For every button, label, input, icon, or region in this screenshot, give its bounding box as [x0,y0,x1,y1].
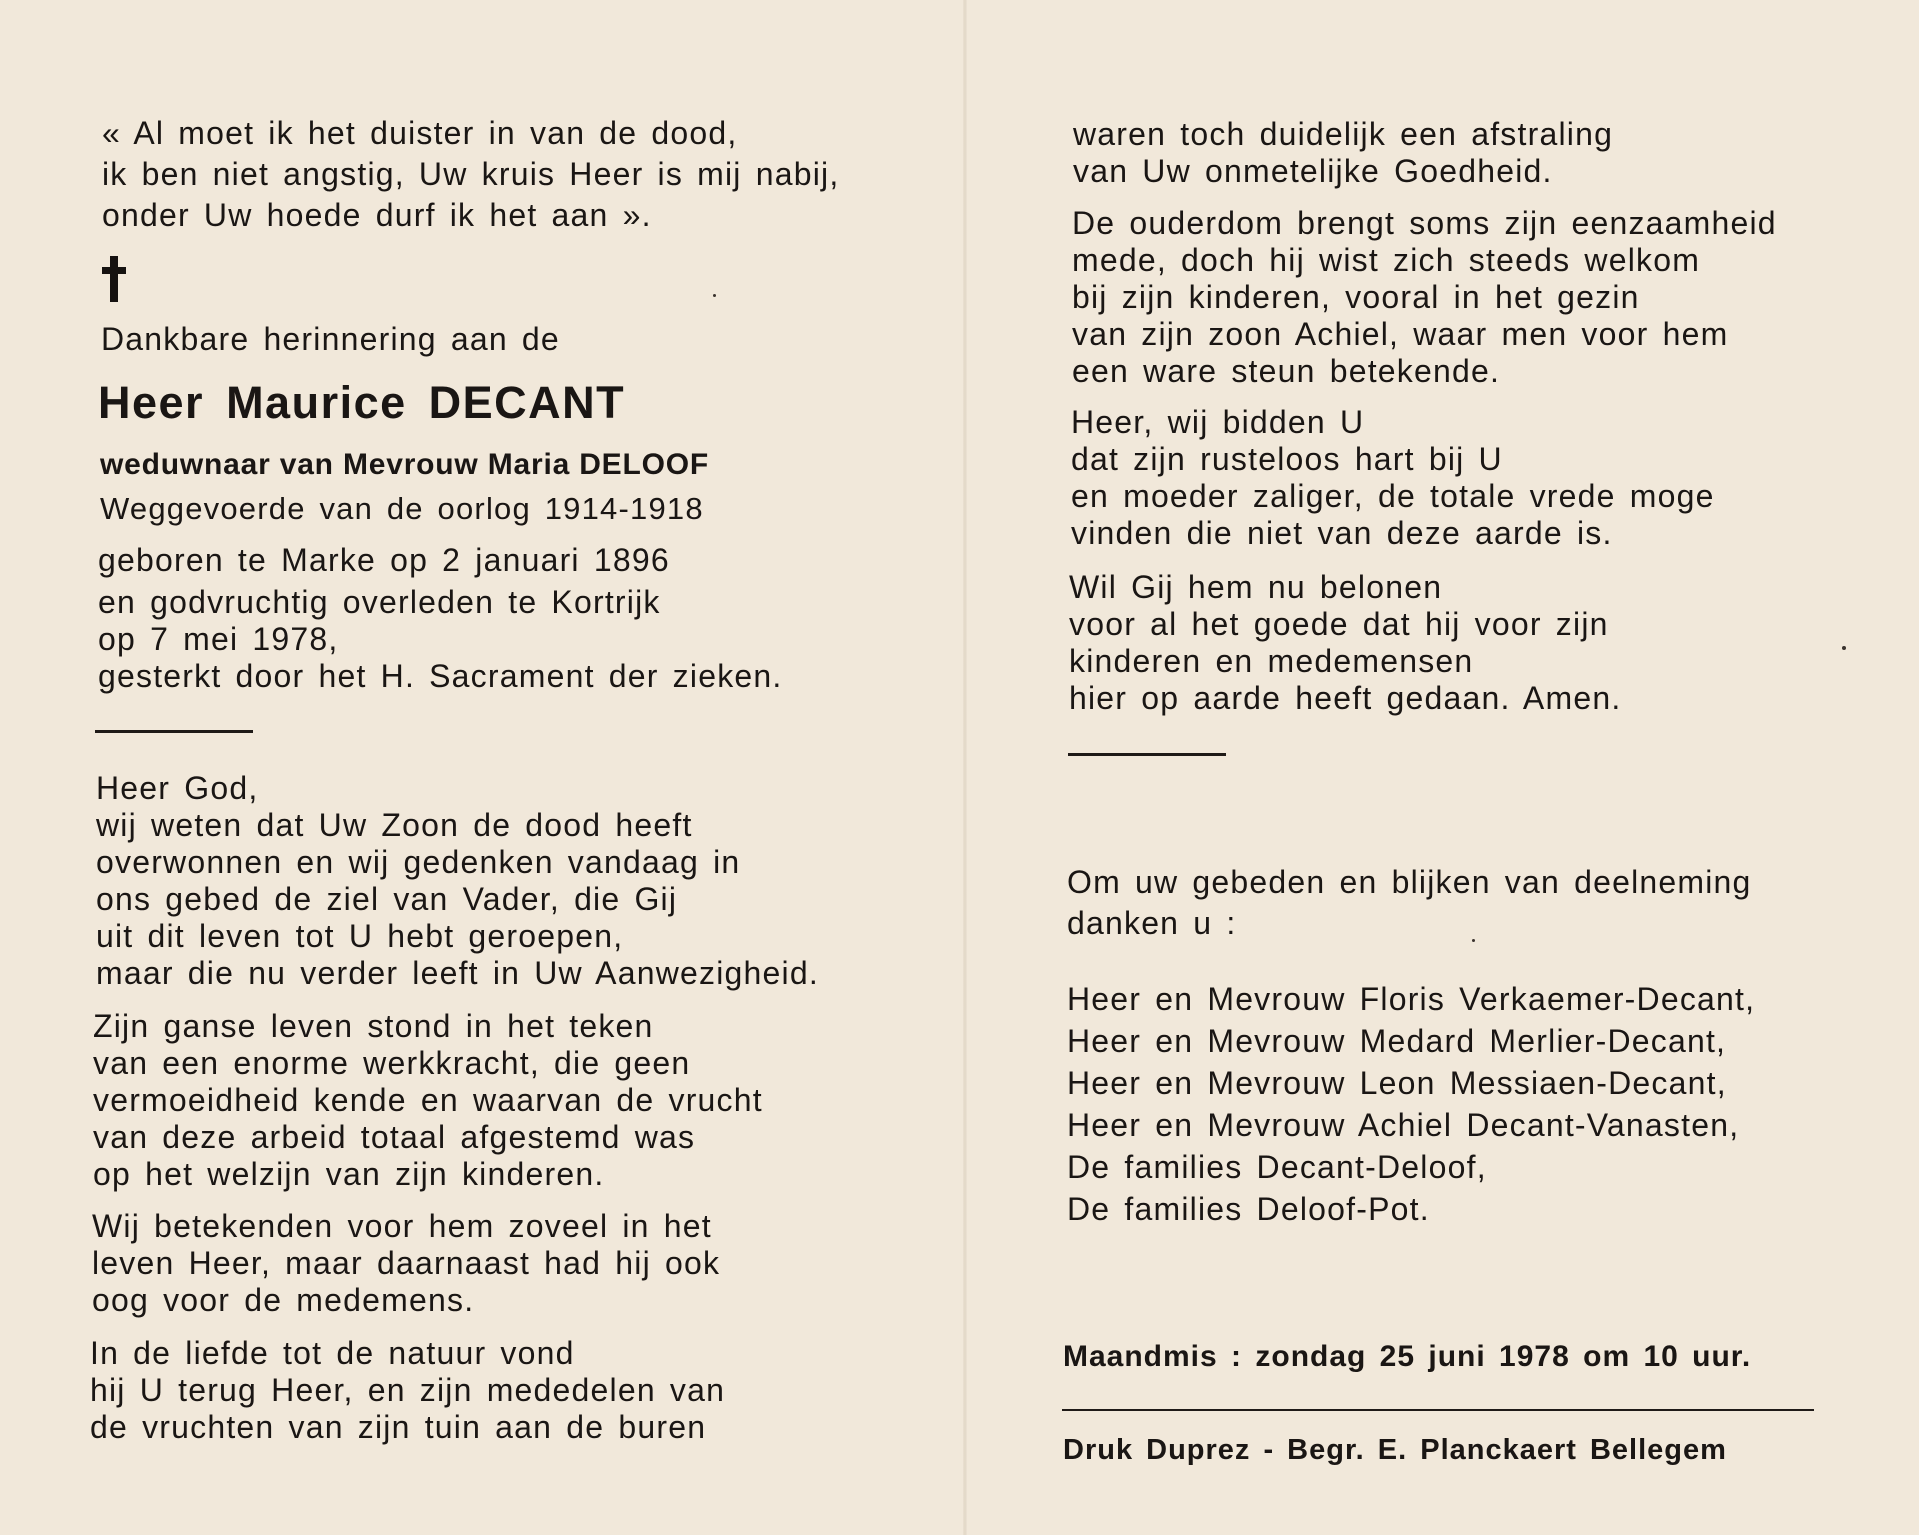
prayer-line: wij weten dat Uw Zoon de dood heeft [96,807,693,843]
birth-death-details [98,542,782,695]
intro-line: Dankbare herinnering aan de [101,321,560,357]
detail-line: geboren te Marke op 2 januari 1896 [98,542,670,578]
family-entry: Heer en Mevrouw Achiel Decant-Vanasten, [1067,1107,1740,1143]
opening-quote [102,113,839,236]
prayer-paragraph [1071,404,1715,552]
prayer-line: van deze arbeid totaal afgestemd was [93,1119,696,1155]
prayer-line: Heer, wij bidden U [1071,404,1365,440]
prayer-paragraph [96,770,819,992]
prayer-line: vermoeidheid kende en waarvan de vrucht [93,1082,763,1118]
prayer-line: ons gebed de ziel van Vader, die Gij [96,881,678,917]
prayer-line: leven Heer, maar daarnaast had hij ook [92,1245,721,1281]
prayer-line: overwonnen en wij gedenken vandaag in [96,844,741,880]
prayer-line: bij zijn kinderen, vooral in het gezin [1072,279,1640,315]
prayer-line: waren toch duidelijk een afstraling [1073,116,1614,152]
prayer-line: Wil Gij hem nu belonen [1069,569,1443,605]
prayer-line: mede, doch hij wist zich steeds welkom [1072,242,1701,278]
prayer-line: Heer God, [96,770,259,806]
prayer-line: In de liefde tot de natuur vond [90,1335,575,1371]
detail-line: en godvruchtig overleden te Kortrijk [98,584,661,620]
prayer-paragraph [1072,205,1777,390]
prayer-line: hij U terug Heer, en zijn mededelen van [90,1372,726,1408]
widower-line: weduwnaar van Mevrouw Maria DELOOF [100,448,709,481]
detail-line: gesterkt door het H. Sacrament der zieken. [98,658,783,694]
thanks-line: Om uw gebeden en blijken van deelneming [1067,864,1752,900]
prayer-continuation [1073,116,1613,190]
memorial-mass: Maandmis : zondag 25 juni 1978 om 10 uur. [1063,1340,1752,1373]
prayer-line: van Uw onmetelijke Goedheid. [1073,153,1553,189]
family-entry: De families Decant-Deloof, [1067,1149,1487,1185]
prayer-paragraph [93,1008,763,1193]
prayer-line: Wij betekenden voor hem zoveel in het [92,1208,712,1244]
prayer-line: op het welzijn van zijn kinderen. [93,1156,605,1192]
prayer-paragraph [90,1335,725,1446]
printer-credit: Druk Duprez - Begr. E. Planckaert Bellegem [1063,1434,1727,1466]
prayer-paragraph [92,1208,720,1319]
latin-cross-icon [101,256,127,302]
prayer-line: dat zijn rusteloos hart bij U [1071,441,1503,477]
family-entry: Heer en Mevrouw Medard Merlier-Decant, [1067,1023,1727,1059]
quote-line: onder Uw hoede durf ik het aan ». [102,197,652,233]
deceased-name: Heer Maurice DECANT [98,377,626,428]
quote-line: « Al moet ik het duister in van de dood, [102,115,738,151]
divider [95,730,253,733]
family-entry: Heer en Mevrouw Floris Verkaemer-Decant, [1067,981,1756,1017]
prayer-line: voor al het goede dat hij voor zijn [1069,606,1609,642]
family-entry: Heer en Mevrouw Leon Messiaen-Decant, [1067,1065,1727,1101]
prayer-line: van een enorme werkkracht, die geen [93,1045,691,1081]
thanks-text [1067,862,1752,944]
prayer-line: van zijn zoon Achiel, waar men voor hem [1072,316,1729,352]
footer-rule [1062,1409,1814,1411]
prayer-line: De ouderdom brengt soms zijn eenzaamheid [1072,205,1777,241]
card-fold [963,0,967,1535]
prayer-line: en moeder zaliger, de totale vrede moge [1071,478,1715,514]
print-speck [713,294,716,297]
print-speck [1472,939,1475,942]
prayer-line: Zijn ganse leven stond in het teken [93,1008,654,1044]
war-deportee-line: Weggevoerde van de oorlog 1914-1918 [100,491,704,526]
prayer-line: de vruchten van zijn tuin aan de buren [90,1409,707,1445]
prayer-line: vinden die niet van deze aarde is. [1071,515,1613,551]
prayer-line: maar die nu verder leeft in Uw Aanwezigheid. [96,955,819,991]
prayer-line: kinderen en medemensen [1069,643,1474,679]
divider [1068,753,1226,756]
print-speck [1842,646,1846,650]
family-entry: De families Deloof-Pot. [1067,1191,1430,1227]
right-panel [970,0,1919,1535]
thanks-line: danken u : [1067,905,1237,941]
prayer-line: een ware steun betekende. [1072,353,1501,389]
quote-line: ik ben niet angstig, Uw kruis Heer is mij nabij, [102,156,840,192]
family-list [1067,978,1755,1230]
prayer-line: uit dit leven tot U hebt geroepen, [96,918,624,954]
prayer-paragraph [1069,569,1621,717]
prayer-line: hier op aarde heeft gedaan. Amen. [1069,680,1622,716]
prayer-line: oog voor de medemens. [92,1282,475,1318]
detail-line: op 7 mei 1978, [98,621,339,657]
